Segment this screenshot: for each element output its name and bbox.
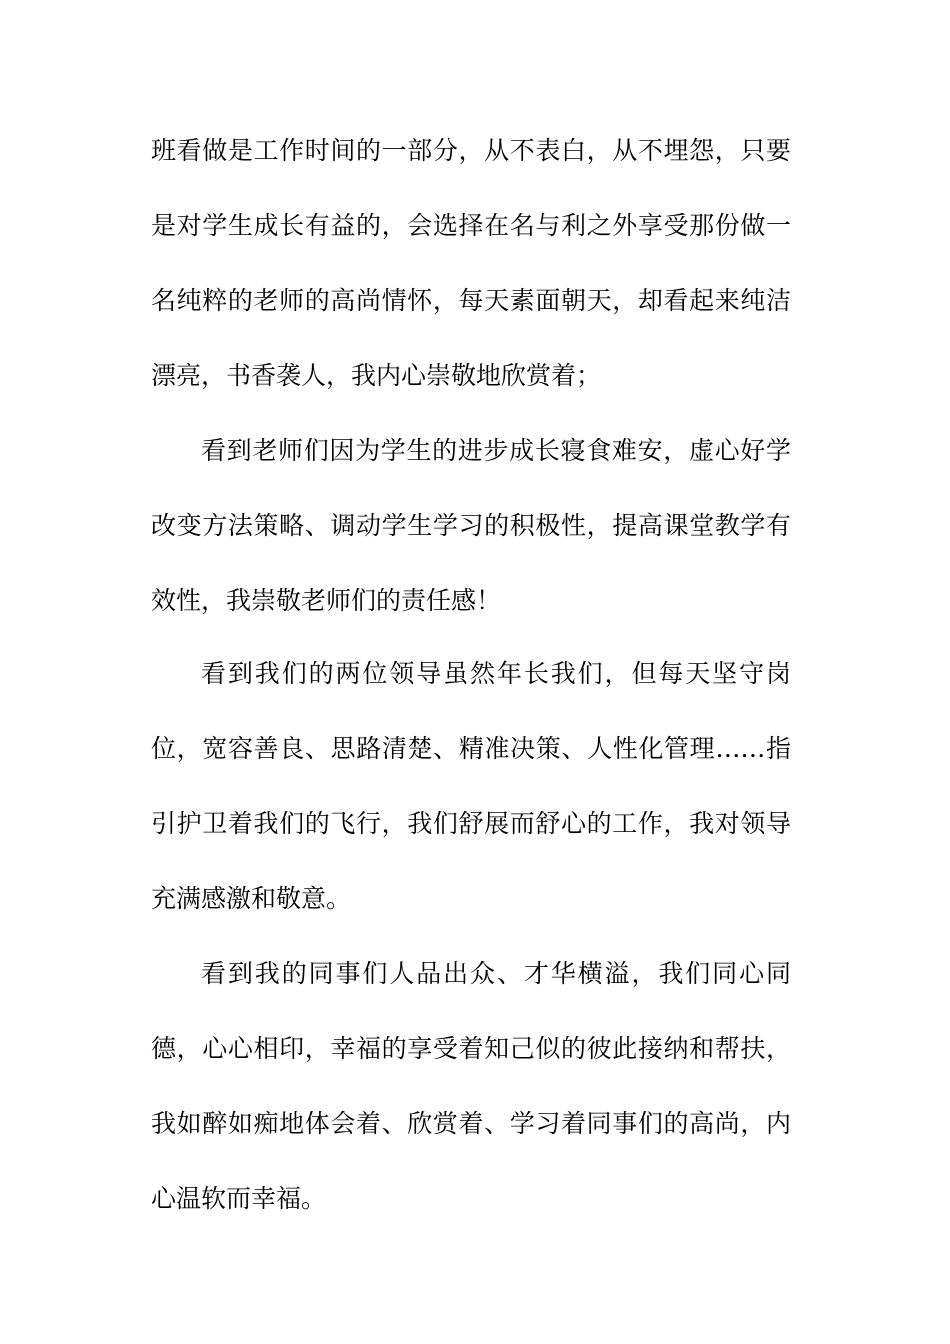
text-line-5: 看到老师们因为学生的进步成长寝食难安，虚心好学 <box>201 436 791 465</box>
text-line-3: 名纯粹的老师的高尚情怀，每天素面朝天，却看起来纯洁 <box>151 286 791 315</box>
text-line-2: 是对学生成长有益的，会选择在名与利之外享受那份做一 <box>151 211 791 240</box>
text-line-4: 漂亮，书香袭人，我内心崇敬地欣赏着； <box>151 361 602 390</box>
text-line-6: 改变方法策略、调动学生学习的积极性，提高课堂教学有 <box>151 511 791 540</box>
text-line-14: 我如醉如痴地体会着、欣赏着、学习着同事们的高尚，内 <box>151 1109 791 1138</box>
text-line-7: 效性，我崇敬老师们的责任感！ <box>151 586 502 615</box>
text-line-12: 看到我的同事们人品出众、才华横溢，我们同心同 <box>201 959 791 988</box>
text-line-10: 引护卫着我们的飞行，我们舒展而舒心的工作，我对领导 <box>151 809 791 838</box>
text-line-15: 心温软而幸福。 <box>151 1184 327 1213</box>
text-line-1: 班看做是工作时间的一部分，从不表白，从不埋怨，只要 <box>151 136 791 165</box>
text-line-13: 德，心心相印，幸福的享受着知己似的彼此接纳和帮扶， <box>151 1034 791 1063</box>
text-line-11: 充满感激和敬意。 <box>151 884 352 913</box>
text-line-8: 看到我们的两位领导虽然年长我们，但每天坚守岗 <box>201 659 791 688</box>
text-line-9: 位，宽容善良、思路清楚、精准决策、人性化管理……指 <box>151 734 791 763</box>
